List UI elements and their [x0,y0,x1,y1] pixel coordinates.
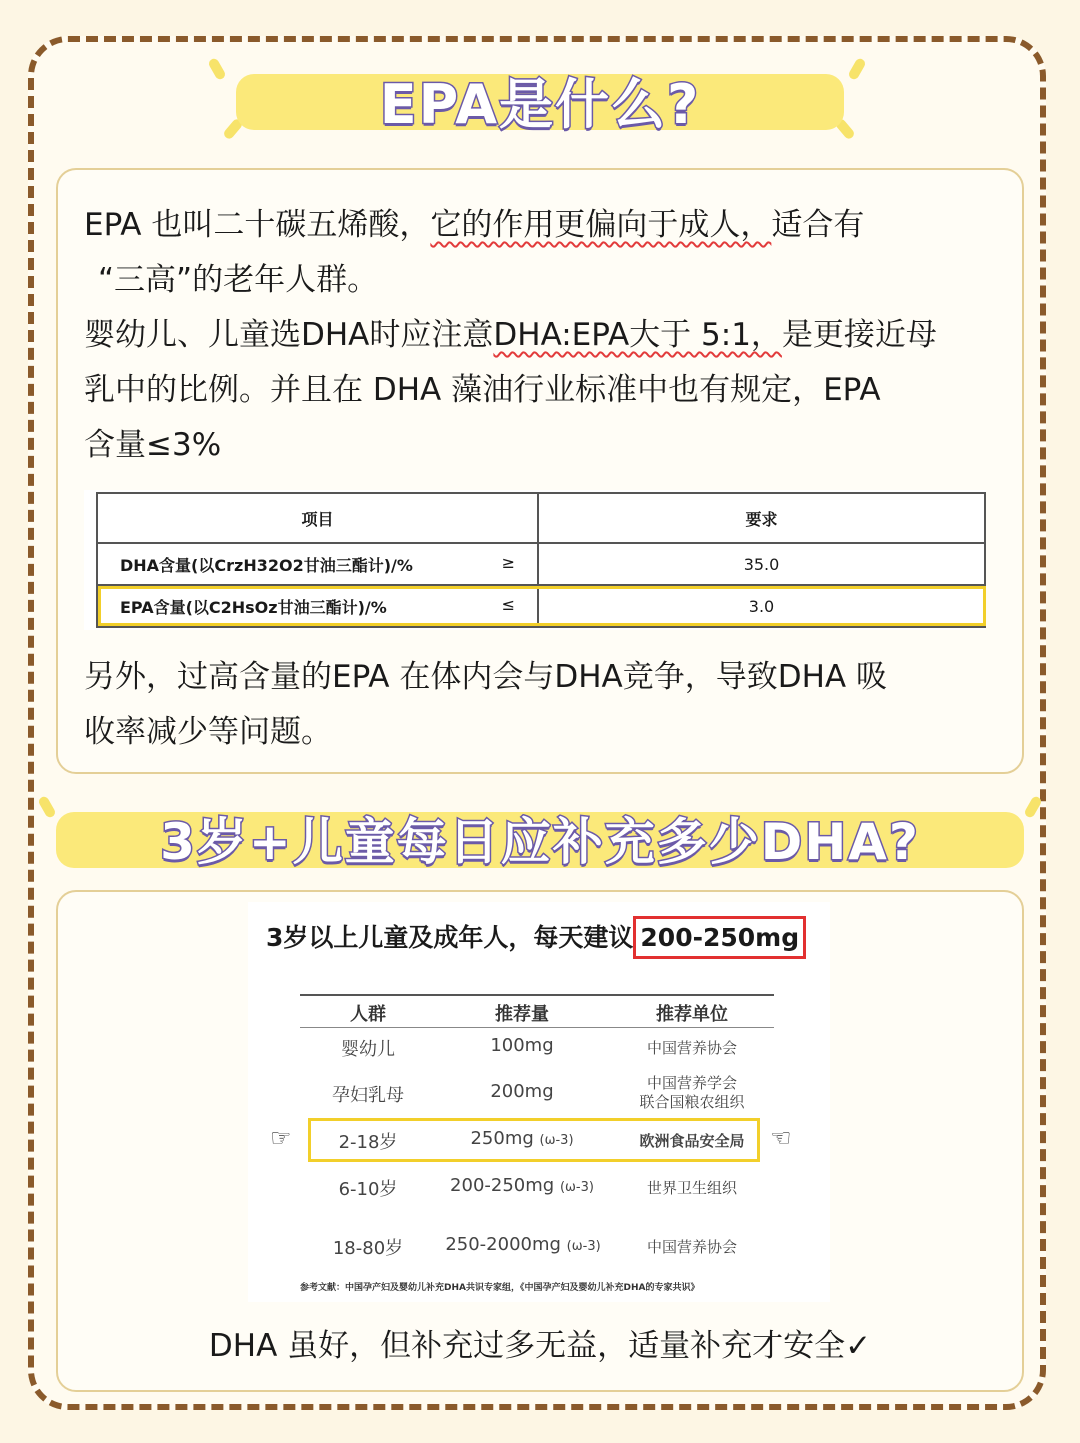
text: EPA 也叫二十碳五烯酸， [84,207,431,243]
text: 乳中的比例。并且在 DHA 藻油行业标准中也有规定，EPA [84,372,881,408]
section2-title: 3岁+儿童每日应补充多少DHA? [160,813,920,871]
row-amount: 100mg [490,1035,554,1056]
dha-dose-highlight: 200-250mg [633,916,806,959]
table-cell: 35.0 [538,543,985,585]
table-top-rule [300,994,774,996]
paragraph-epa-intro [84,198,1004,308]
row-amount: 250-2000mg (ω-3) [445,1234,601,1255]
highlighted-ratio: DHA:EPA大于 5:1， [493,317,782,353]
table-cell: 3.0 [538,585,985,627]
column-header-org: 推荐单位 [656,1004,728,1025]
header-item: 项目 [97,493,538,543]
dha-recommendation-heading: 3岁以上儿童及成年人，每天建议 200-250mg [266,918,806,954]
row-group: 孕妇乳母 [332,1085,404,1106]
highlighted-text: 它的作用更偏向于成人， [430,207,772,243]
column-header-group: 人群 [350,1004,386,1025]
text: 适合有 [771,207,865,243]
pointing-hand-left-icon: ☜ [770,1124,792,1152]
text: “三高”的老年人群。 [98,262,379,298]
row-amount: 200-250mg (ω-3) [450,1175,594,1196]
header-requirement: 要求 [538,493,985,543]
text: 是更接近母 [781,317,937,353]
table-header-row [97,493,985,543]
section1-title: EPA是什么? [379,73,701,136]
table-cell: EPA含量(以C2HsOz甘油三酯计)/% ≤ [97,585,538,627]
text: 另外，过高含量的EPA 在体内会与DHA竞争，导致DHA 吸 [84,659,887,695]
row-org: 欧洲食品安全局 [639,1132,745,1150]
row-group: 18-80岁 [332,1238,404,1259]
row-amount: 200mg [490,1081,554,1102]
row-org: 中国营养协会 [646,1039,737,1057]
row-org: 中国营养学会 联合国粮农组织 [639,1074,745,1111]
text: 婴幼儿、儿童选DHA时应注意 [84,317,494,353]
row-amount: 250mg (ω-3) [470,1128,574,1149]
row-group: 6-10岁 [338,1179,398,1200]
footer-note: DHA 虽好，但补充过多无益，适量补充才安全✓ [208,1328,872,1364]
table-header-rule [300,1027,774,1028]
paragraph-epa-compete [84,650,1004,760]
row-org: 世界卫生组织 [646,1179,737,1197]
standard-table-image [84,490,986,630]
table-row [97,543,985,585]
table-cell: DHA含量(以CrzH32O2甘油三酯计)/% ≥ [97,543,538,585]
text: 含量≤3% [84,427,222,463]
row-org: 中国营养协会 [646,1238,737,1256]
reference-note: 参考文献：中国孕产妇及婴幼儿补充DHA共识专家组，《中国孕产妇及婴幼儿补充DHA的专家共识》 [300,1283,700,1293]
epa-row-highlight [98,586,986,626]
paragraph-dha-ratio [84,308,1014,473]
pointing-hand-right-icon: ☞ [270,1124,292,1152]
row-group: 2-18岁 [338,1132,398,1153]
row-group: 婴幼儿 [341,1039,395,1060]
dha-recommendation-image [248,902,830,1302]
column-header-amount: 推荐量 [495,1004,549,1025]
text: 收率减少等问题。 [84,714,332,750]
